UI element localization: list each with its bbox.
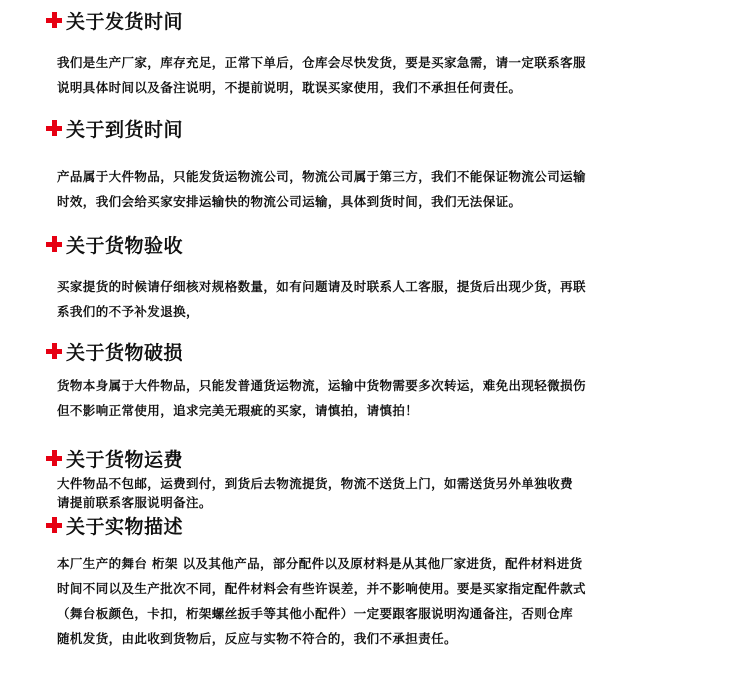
section-title-text: 关于货物破损 xyxy=(66,341,184,364)
red-cross-icon xyxy=(46,450,62,466)
body-line: 时间不同以及生产批次不同，配件材料会有些许误差，并不影响使用。要是买家指定配件款式 xyxy=(57,581,586,596)
red-cross-icon xyxy=(46,120,62,136)
body-line: 说明具体时间以及备注说明，不提前说明，耽误买家使用，我们不承担任何责任。 xyxy=(57,80,522,95)
body-line: 本厂生产的舞台 桁架 以及其他产品，部分配件以及原材料是从其他厂家进货，配件材料进货 xyxy=(57,556,583,571)
section-body-inspection xyxy=(57,274,743,324)
body-line: 随机发货，由此收到货物后，反应与实物不符合的，我们不承担责任。 xyxy=(57,631,457,646)
red-cross-icon xyxy=(46,517,62,533)
body-line: 我们是生产厂家，库存充足，正常下单后，仓库会尽快发货，要是买家急需，请一定联系客服 xyxy=(57,55,586,70)
section-title-inspection xyxy=(46,229,183,259)
body-line: 买家提货的时候请仔细核对规格数量，如有问题请及时联系人工客服，提货后出现少货，再联 xyxy=(57,279,586,294)
body-line: 请提前联系客服说明备注。 xyxy=(57,495,212,510)
section-title-text: 关于货物运费 xyxy=(66,448,184,471)
section-title-shipping-time xyxy=(46,5,183,35)
section-title-freight xyxy=(46,443,183,473)
body-line: 产品属于大件物品，只能发货运物流公司，物流公司属于第三方，我们不能保证物流公司运输 xyxy=(57,169,586,184)
body-line: （舞台板颜色，卡扣，桁架螺丝扳手等其他小配件）一定要跟客服说明沟通备注，否则仓库 xyxy=(57,606,574,621)
section-title-text: 关于货物验收 xyxy=(66,234,184,257)
section-body-description xyxy=(57,551,743,651)
section-body-arrival-time xyxy=(57,164,743,214)
body-line: 货物本身属于大件物品，只能发普通货运物流，运输中货物需要多次转运，难免出现轻微损伤 xyxy=(57,378,586,393)
body-line: 但不影响正常使用，追求完美无瑕疵的买家，请慎拍，请慎拍！ xyxy=(57,403,419,418)
red-cross-icon xyxy=(46,12,62,28)
section-body-freight xyxy=(57,474,743,512)
section-body-shipping-time xyxy=(57,50,743,100)
section-title-text: 关于到货时间 xyxy=(66,118,184,141)
body-line: 时效，我们会给买家安排运输快的物流公司运输，具体到货时间，我们无法保证。 xyxy=(57,194,522,209)
section-title-text: 关于实物描述 xyxy=(66,515,184,538)
body-line: 大件物品不包邮，运费到付，到货后去物流提货，物流不送货上门，如需送货另外单独收费 xyxy=(57,476,574,491)
section-body-damage xyxy=(57,373,743,423)
section-title-damage xyxy=(46,336,183,366)
body-line: 系我们的不予补发退换， xyxy=(57,304,199,319)
red-cross-icon xyxy=(46,236,62,252)
section-title-description xyxy=(46,510,183,540)
red-cross-icon xyxy=(46,343,62,359)
section-title-text: 关于发货时间 xyxy=(66,10,184,33)
section-title-arrival-time xyxy=(46,113,183,143)
